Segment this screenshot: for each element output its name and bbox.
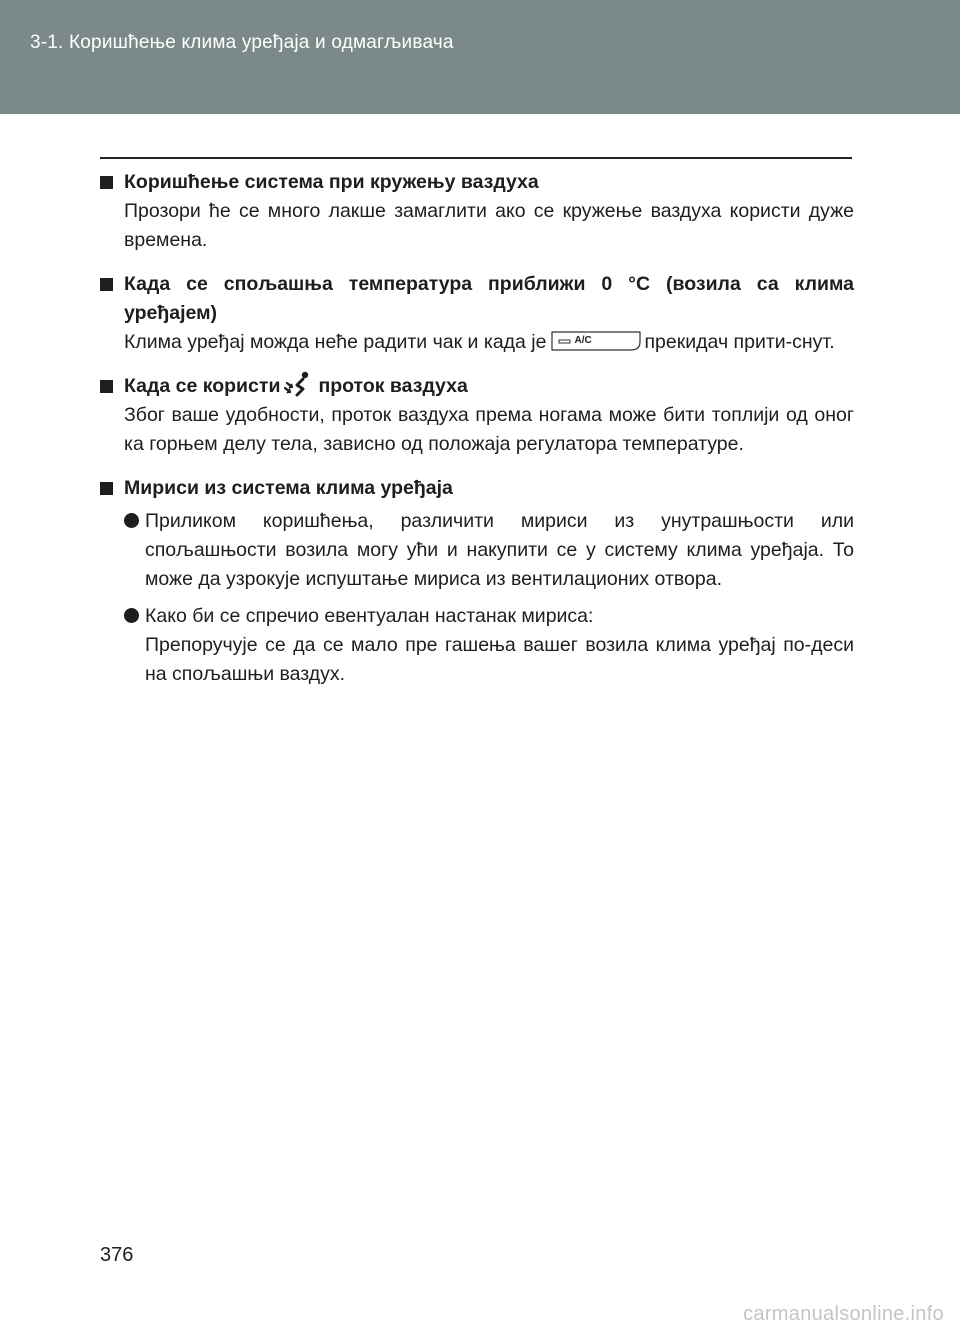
section-text: Због ваше удобности, проток ваздуха према ногама може бити топлији од оног ка горњем делу тела, зависно од положаја регулатора температуре. xyxy=(124,404,854,455)
section-ac-odors xyxy=(100,474,854,689)
section-foot-airflow xyxy=(100,372,854,459)
section-heading: Када се спољашња температура приближи 0 °C (возила са клима уређајем) xyxy=(124,273,854,324)
section-heading xyxy=(124,372,854,401)
page-number: 376 xyxy=(100,1244,134,1266)
round-bullet-icon xyxy=(124,608,139,623)
ac-switch-icon xyxy=(551,331,641,351)
section-air-recirculation xyxy=(100,168,854,255)
chapter-title: 3-1. Коришћење клима уређаја и одмагљивача xyxy=(30,32,454,53)
round-bullet-icon xyxy=(124,513,139,528)
square-bullet-icon xyxy=(100,176,113,189)
section-text xyxy=(124,328,854,357)
ac-button-label: A/C xyxy=(574,334,592,346)
list-item-text: Како би се спречио евентуалан настанак мириса: xyxy=(145,605,594,627)
feet-airflow-icon xyxy=(284,371,314,397)
square-bullet-icon xyxy=(100,278,113,291)
section-text: Прозори ће се много лакше замаглити ако се кружење ваздуха користи дуже времена. xyxy=(124,200,854,251)
heading-before-icon: Када се користи xyxy=(124,375,281,397)
section-outside-temperature xyxy=(100,270,854,357)
heading-after-icon: проток ваздуха xyxy=(318,375,468,397)
list-item xyxy=(124,602,854,689)
square-bullet-icon xyxy=(100,482,113,495)
section-heading: Коришћење система при кружењу ваздуха xyxy=(124,171,539,193)
page-content xyxy=(100,168,854,704)
chapter-header xyxy=(0,0,960,114)
text-before-button: Клима уређај можда неће радити чак и када је xyxy=(124,331,547,353)
text-after-button: прекидач прити-снут. xyxy=(644,331,835,353)
list-item-text: Препоручује се да се мало пре гашења вашег возила клима уређај по-деси на спољашњи ваздух. xyxy=(145,634,854,685)
square-bullet-icon xyxy=(100,380,113,393)
top-divider xyxy=(100,157,852,159)
section-heading: Мириси из система клима уређаја xyxy=(124,477,453,499)
list-item-text: Приликом коришћења, различити мириси из унутрашњости или спољашњости возила могу ући и накупити се у систему клима уређаја. То може да узрокује испуштање мириса из вентилационих отвора. xyxy=(145,510,854,590)
watermark: carmanualsonline.info xyxy=(743,1303,944,1325)
list-item xyxy=(124,507,854,594)
